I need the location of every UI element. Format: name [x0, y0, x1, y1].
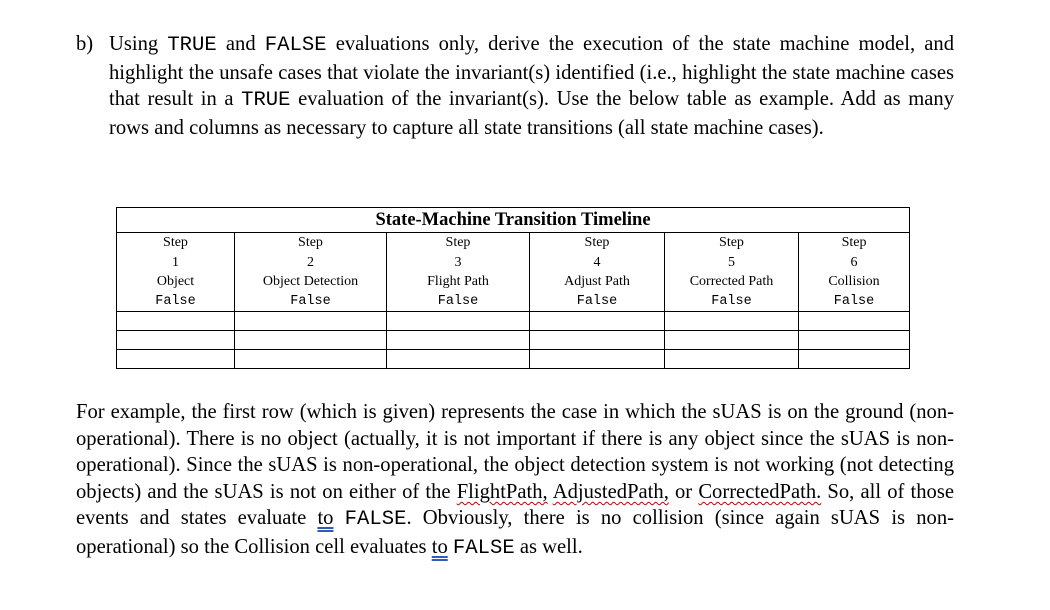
step-label: Step: [163, 235, 188, 250]
step-label: Step: [584, 235, 610, 250]
table-cell-empty: [799, 312, 910, 331]
table-title: State-Machine Transition Timeline: [117, 208, 910, 233]
word-to: to: [431, 535, 448, 558]
state-value: False: [290, 293, 331, 309]
state-value: False: [576, 293, 618, 309]
example-text-part: For example, the first row (which is given) represents the case in which the sUAS is on the ground (non-operational). There is no object (actually, it is not important if there is any object since the sUAS is non-operational). Since the sUAS is non-operational, the object detection system is not working (not detecting objects) and the sUAS is not on either of the: [76, 401, 954, 503]
table-cell-step-3: [387, 233, 530, 312]
question-text-part: Using: [109, 33, 168, 55]
table-cell-step-6: [799, 233, 910, 312]
step-label: Step: [841, 235, 867, 250]
state-value: False: [437, 293, 479, 309]
state-machine-timeline-table: [116, 207, 910, 369]
keyword-true: TRUE: [167, 34, 217, 57]
table-cell-step-2: [235, 233, 387, 312]
table-cell-empty: [117, 331, 235, 350]
question-paragraph: [76, 31, 954, 141]
table-cell-empty: [235, 312, 387, 331]
keyword-false: FALSE: [344, 508, 407, 532]
question-text: [109, 31, 954, 141]
example-text-part: . Obviously, there is no collision (since again sUAS is non-operational) so the Collision cell evaluates: [76, 507, 954, 558]
step-number: 4: [593, 254, 601, 270]
state-value: False: [833, 293, 875, 309]
term-correctedpath: CorrectedPath.: [698, 480, 822, 503]
table-cell-empty: [530, 331, 665, 350]
table-cell-empty: [665, 331, 799, 350]
state-name: Adjust Path: [564, 274, 630, 289]
table-cell-empty: [665, 350, 799, 369]
question-text-part: evaluation of the invariant(s). Use the below table as example. Add as many rows and columns as necessary to capture all state transitions (all state machine cases).: [109, 88, 954, 139]
table-row-given: [117, 233, 910, 312]
keyword-false: FALSE: [452, 536, 515, 560]
table-cell-empty: [235, 350, 387, 369]
step-number: 6: [850, 254, 858, 270]
example-text-part: [333, 507, 344, 529]
table-cell-empty: [387, 350, 530, 369]
step-label: Step: [719, 235, 744, 250]
table-row-empty: [117, 350, 910, 369]
question-text-part: and: [216, 33, 265, 55]
state-name: Collision: [828, 274, 880, 289]
state-value: False: [155, 293, 196, 309]
state-name: Corrected Path: [689, 274, 774, 289]
table-cell-empty: [235, 331, 387, 350]
table-cell-step-5: [665, 233, 799, 312]
example-text-part: as well.: [514, 535, 583, 558]
table-cell-empty: [530, 312, 665, 331]
table-row-empty: [117, 331, 910, 350]
table-cell-step-4: [530, 233, 665, 312]
table-cell-empty: [665, 312, 799, 331]
table-cell-empty: [387, 312, 530, 331]
term-flightpath: FlightPath,: [456, 480, 548, 503]
question-text-part: evaluations only, derive the execution of the state machine model, and highlight the unsafe cases that violate the invariant(s) identified (i.e., highlight the state machine cases that result in a: [109, 33, 954, 111]
state-name: Object: [156, 274, 195, 289]
example-paragraph: [76, 399, 954, 563]
table-cell-empty: [799, 350, 910, 369]
step-number: 2: [307, 254, 314, 270]
word-to: to: [317, 507, 334, 530]
table-cell-empty: [117, 350, 235, 369]
step-number: 1: [172, 254, 179, 270]
table-cell-empty: [799, 331, 910, 350]
state-name: Flight Path: [427, 274, 489, 289]
term-adjustedpath: AdjustedPath,: [552, 480, 669, 503]
step-number: 5: [728, 254, 735, 270]
example-text-part: or: [668, 480, 699, 503]
table-row-empty: [117, 312, 910, 331]
state-value: False: [711, 293, 752, 309]
table-cell-empty: [387, 331, 530, 350]
question-label: b): [76, 33, 94, 55]
keyword-false: FALSE: [264, 34, 327, 57]
step-number: 3: [454, 254, 462, 270]
state-name: Object Detection: [262, 274, 359, 289]
example-text-part: So, all of those events and states evaluate: [76, 480, 954, 530]
step-label: Step: [298, 235, 323, 250]
table-cell-empty: [530, 350, 665, 369]
keyword-true: TRUE: [241, 89, 291, 113]
table-cell-empty: [117, 312, 235, 331]
table-cell-step-1: [117, 233, 235, 312]
step-label: Step: [445, 235, 471, 250]
